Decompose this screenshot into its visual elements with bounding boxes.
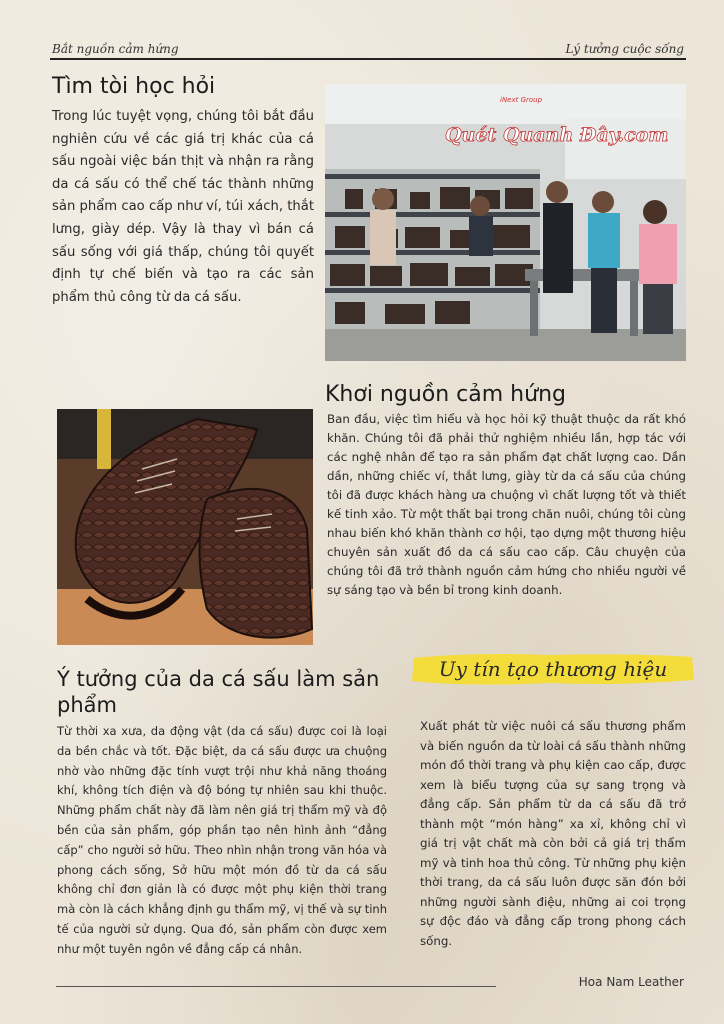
banner-text: Uy tín tạo thương hiệu xyxy=(438,657,668,681)
showroom-photo xyxy=(325,84,686,361)
footer-rule xyxy=(56,986,496,987)
showroom-illustration xyxy=(325,84,686,361)
signature: Hoa Nam Leather xyxy=(578,975,684,989)
brand-banner xyxy=(410,650,696,688)
watermark-small: iNext Group xyxy=(500,96,543,104)
watermark-logo: Quét Quanh Đây.com xyxy=(445,124,669,146)
shoes-photo xyxy=(57,409,313,645)
section2-body: Ban đầu, việc tìm hiểu và học hỏi kỹ thuật thuộc da rất khó khăn. Chúng tôi đã phải thử nghiệm nhiều lần, hợp tác với các nghệ nhân để tạo ra sản phẩm đạt chất lượng cao. Dần dần, những chiếc ví, thắt lưng, giày từ da cá sấu của chúng tôi đã được khách hàng ưa chuộng vì chất lượng tốt và thiết kế tinh xảo. Từ một thất bại trong chăn nuôi, chúng tôi cùng nhau biến khó khăn thành cơ hội, tạo dựng một thương hiệu chuyên sản xuất đồ da cá sấu cao cấp. Câu chuyện của chúng tôi đã trở thành nguồn cảm hứng cho nhiều người về sự sáng tạo và bền bỉ trong kinh doanh. xyxy=(327,412,686,597)
shoes-illustration xyxy=(57,409,313,645)
header-left: Bắt nguồn cảm hứng xyxy=(52,42,179,56)
section4-body: Xuất phát từ việc nuôi cá sấu thương phẩm và biến nguồn da từ loài cá sấu thành những món đồ thời trang và phụ kiện cao cấp, được xem là biểu tượng của sự sang trọng và đẳng cấp. Sản phẩm từ da cá sấu đã trở thành một “món hàng” xa xỉ, không chỉ vì giá trị vật chất mà còn bởi cả giá trị thẩm mỹ và tinh hoa thủ công. Từ những phụ kiện thời trang, da cá sấu luôn được săn đón bởi những người sành điệu, những ai coi trọng sự độc đáo và đẳng cấp trong phong cách sống. xyxy=(420,719,686,948)
section3-body: Từ thời xa xưa, da động vật (da cá sấu) được coi là loại da bền chắc và tốt. Đặc biệt, da cá sấu được ưa chuộng nhờ vào những đặc tính vượt trội như khả năng thoáng khí, không tích điện và độ bóng tự nhiên sau khi thuộc. Những phẩm chất này đã làm nên giá trị thẩm mỹ và độ bền của sản phẩm, góp phần tạo nên hình ảnh “đẳng cấp” cho người sở hữu. Theo nhìn nhận trong văn hóa và phong cách sống, Sở hữu một món đồ từ da cá sấu không chỉ đơn giản là có được một phụ kiện thời trang mà còn là cách khẳng định gu thẩm mỹ, vị thế và sự tinh tế của người sử dụng. Qua đó, sản phẩm còn được xem như một tuyên ngôn về đẳng cấp cá nhân. xyxy=(57,724,387,956)
section1-title: Tìm tòi học hỏi xyxy=(52,74,216,99)
header-right: Lý tưởng cuộc sống xyxy=(565,42,684,56)
header-rule xyxy=(50,58,686,60)
section3-title: Ý tưởng của da cá sấu làm sản phẩm xyxy=(57,667,380,717)
section1-body: Trong lúc tuyệt vọng, chúng tôi bắt đầu nghiên cứu về các giá trị khác của cá sấu ngoài việc bán thịt và nhận ra rằng da cá sấu có thể chế tác thành những sản phẩm cao cấp như ví, túi xách, thắt lưng, giày dép. Vậy là thay vì bán cá sấu sống với giá thấp, chúng tôi quyết định tự chế biến và tạo ra các sản phẩm thủ công từ da cá sấu. xyxy=(52,109,314,305)
section2-title: Khơi nguồn cảm hứng xyxy=(325,382,566,407)
